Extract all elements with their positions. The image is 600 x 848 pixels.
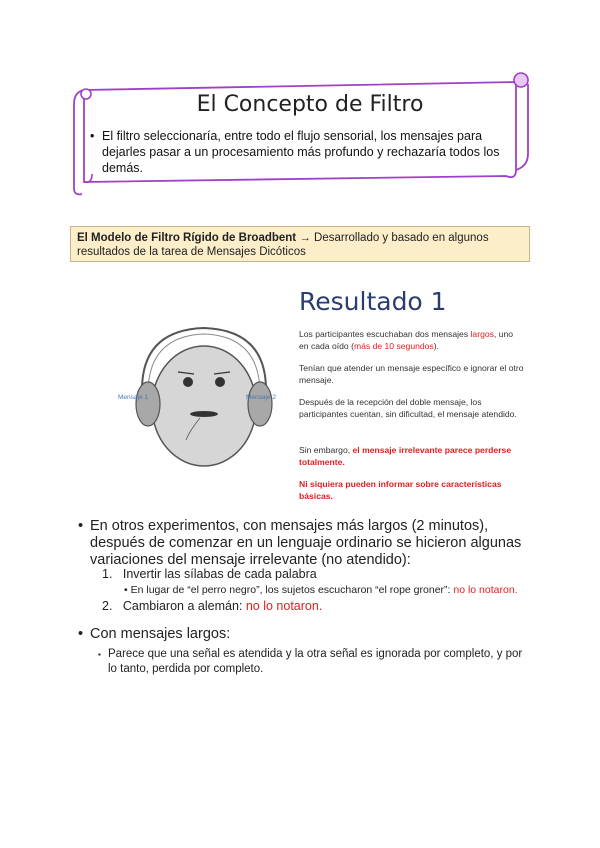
scroll-bullet-text: El filtro seleccionaría, entre todo el flujo sensorial, los mensajes para dejarles pasar a un procesamiento más profundo y rechazaría todos los demás. [102, 129, 500, 175]
square-bullet-1: ▪ Parece que una señal es atendida y la otra señal es ignorada por completo, y por lo tanto, perdida por completo. [98, 648, 523, 675]
resultado-p4: Sin embargo, el mensaje irrelevante parece perderse totalmente. [299, 445, 512, 467]
sub-item-1: 1. Invertir las sílabas de cada palabra [102, 567, 317, 581]
bullet-mensajes-largos: • Con mensajes largos: [78, 626, 231, 642]
bullet-marker: • [78, 518, 84, 534]
broadbent-box [70, 226, 530, 262]
broadbent-title: El Modelo de Filtro Rígido de Broadbent [77, 232, 297, 244]
scroll-bullet [90, 128, 520, 176]
label-mensaje-1: Mensaje 1 [118, 394, 148, 401]
bullet-otros-experimentos: • En otros experimentos, con mensajes más largos (2 minutos), después de comenzar en un lenguaje ordinario se hicieron algunas variaciones del mensaje irrelevante (no atendido): [78, 518, 522, 568]
label-mensaje-2: Mensaje 2 [246, 394, 276, 401]
resultado-p3: Después de la recepción del doble mensaje, los participantes cuentan, sin dificultad, el mensaje atendido. [299, 397, 517, 419]
square-bullet-marker: ▪ [98, 650, 101, 659]
scroll-title: El Concepto de Filtro [196, 92, 424, 117]
resultado-p2: Tenían que atender un mensaje específico e ignorar el otro mensaje. [299, 363, 524, 385]
sub-item-2: 2. Cambiaron a alemán: no lo notaron. [102, 599, 323, 613]
resultado-title: Resultado 1 [299, 287, 447, 316]
bullet-marker: • [90, 129, 95, 143]
resultado-p5: Ni siquiera pueden informar sobre características básicas. [299, 479, 502, 501]
resultado-p1: Los participantes escuchaban dos mensajes largos, uno en cada oído (más de 10 segundos). [299, 329, 514, 351]
bullet-marker: • [78, 626, 84, 642]
broadbent-description: → Desarrollado y basado en algunos resultados de la tarea de Mensajes Dicóticos [77, 232, 489, 258]
sub-sub-item-1: • En lugar de “el perro negro”, los sujetos escucharon “el rope groner”: no lo notaron. [124, 584, 518, 596]
head-headphones-illustration [120, 318, 290, 468]
